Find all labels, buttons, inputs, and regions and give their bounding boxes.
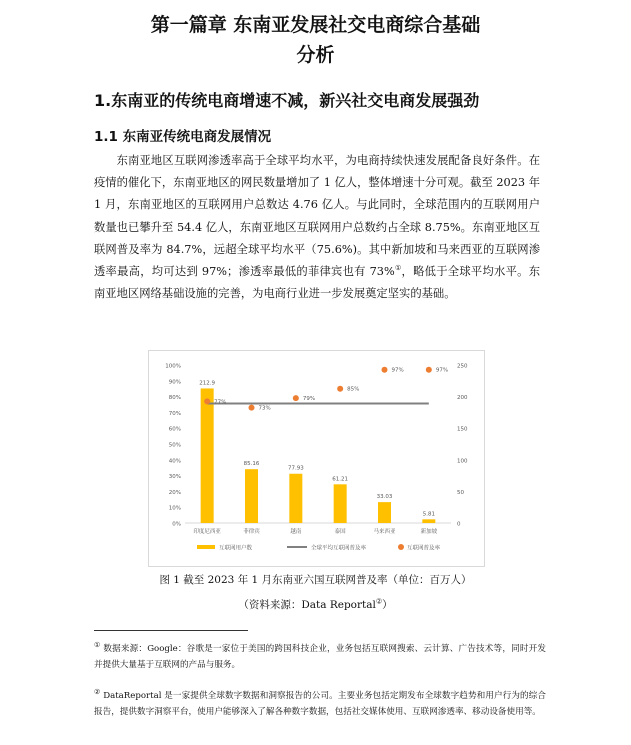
footnote-ref-1[interactable]: ① bbox=[394, 264, 402, 273]
chapter-title bbox=[0, 10, 631, 70]
y-axis-right-tick-label: 250 bbox=[457, 363, 468, 370]
footnote-2-text: DataReportal 是一家提供全球数字数据和洞察报告的公司。主要业务包括定期发布全球数字趋势和用户行为的综合报告，提供数字洞察平台，使用户能够深入了解各种数字数据，包括社交媒体使用、互联网渗透率、移动设备使用等。 bbox=[94, 690, 546, 717]
x-axis-tick-label: 越南 bbox=[290, 529, 302, 535]
bar bbox=[289, 474, 302, 523]
chapter-title-line2: 分析 bbox=[296, 44, 335, 66]
y-axis-left-tick-label: 20% bbox=[168, 489, 181, 496]
penetration-data-label: 97% bbox=[435, 367, 449, 374]
footnote-divider bbox=[94, 630, 248, 631]
figure-caption: 图 1 截至 2023 年 1 月东南亚六国互联网普及率（单位：百万人） bbox=[159, 574, 472, 586]
section-heading: 1.东南亚的传统电商增速不减，新兴社交电商发展强劲 bbox=[94, 91, 480, 110]
footnote-2-mark: ② bbox=[94, 688, 101, 696]
penetration-point bbox=[337, 386, 343, 392]
y-axis-right-tick-label: 50 bbox=[457, 489, 464, 496]
bar-data-label: 5.81 bbox=[422, 511, 435, 518]
y-axis-left-tick-label: 50% bbox=[168, 442, 181, 449]
footnote-1-mark: ① bbox=[94, 641, 101, 649]
bar-data-label: 77.93 bbox=[287, 465, 304, 472]
y-axis-left-tick-label: 30% bbox=[168, 474, 181, 481]
penetration-point bbox=[249, 405, 255, 411]
footnote-1 bbox=[94, 637, 546, 673]
y-axis-left-tick-label: 10% bbox=[168, 505, 181, 512]
bar-data-label: 85.16 bbox=[243, 461, 260, 468]
y-axis-left-tick-label: 80% bbox=[168, 395, 181, 402]
penetration-point bbox=[204, 398, 210, 404]
legend-bar-label: 互联网用户数 bbox=[219, 545, 253, 552]
x-axis-tick-label: 印度尼西亚 bbox=[193, 529, 221, 535]
penetration-point bbox=[426, 367, 432, 373]
internet-penetration-chart bbox=[149, 351, 484, 566]
penetration-data-label: 77% bbox=[214, 399, 227, 406]
figure-source-suffix: ） bbox=[382, 599, 393, 611]
penetration-point bbox=[382, 367, 388, 373]
bar-data-label: 61.21 bbox=[332, 476, 349, 483]
penetration-data-label: 97% bbox=[391, 367, 404, 374]
bar bbox=[422, 519, 435, 523]
chapter-title-line1: 第一篇章 东南亚发展社交电商综合基础 bbox=[150, 14, 481, 36]
bar bbox=[201, 388, 214, 523]
chart-container bbox=[148, 350, 485, 567]
y-axis-right-tick-label: 150 bbox=[457, 426, 468, 433]
bar bbox=[334, 484, 347, 523]
x-axis-tick-label: 泰国 bbox=[334, 529, 346, 535]
y-axis-left-tick-label: 70% bbox=[168, 410, 181, 417]
body-text-part1: 东南亚地区互联网渗透率高于全球平均水平，为电商持续快速发展配备良好条件。在疫情的催化下，东南亚地区的网民数量增加了 1 亿人，整体增速十分可观。截至 2023 年 1 月，东南亚地区的互联网用户总数达 4.76 亿人。与此同时，全球范围内的互联网用户数量也已攀升至 54.4 亿人，东南亚地区互联网用户总数约占全球 8.75%。东南亚地区互联网普及率为 84.7%，远超全球平均水平（75.6%)。其中新加坡和马来西亚的互联网渗透率最高，均可达到 97%；渗透率最低的菲律宾也有 73% bbox=[94, 154, 540, 279]
footnote-2 bbox=[94, 684, 546, 720]
bar-data-label: 212.9 bbox=[199, 380, 216, 387]
bar-data-label: 33.03 bbox=[376, 494, 393, 501]
y-axis-right-tick-label: 0 bbox=[457, 521, 461, 528]
y-axis-left-tick-label: 100% bbox=[165, 363, 181, 370]
y-axis-left-tick-label: 0% bbox=[172, 521, 181, 528]
penetration-point bbox=[293, 395, 299, 401]
footnote-ref-2[interactable]: ② bbox=[375, 597, 383, 606]
bar bbox=[245, 469, 258, 523]
figure-source-prefix: （资料来源：Data Reportal bbox=[238, 599, 376, 611]
y-axis-left-tick-label: 60% bbox=[168, 426, 181, 433]
figure-source bbox=[0, 597, 631, 612]
bar bbox=[378, 502, 391, 523]
y-axis-left-tick-label: 90% bbox=[168, 379, 181, 386]
penetration-data-label: 79% bbox=[302, 396, 316, 403]
y-axis-right-tick-label: 100 bbox=[457, 458, 468, 465]
y-axis-left-tick-label: 40% bbox=[168, 458, 181, 465]
body-text-part2: ，略低于全球平均水平。东南亚地区网络基础设施的完善，为电商行业进一步发展奠定坚实的基础。 bbox=[94, 265, 540, 301]
x-axis-tick-label: 新加坡 bbox=[420, 529, 438, 535]
x-axis-tick-label: 菲律宾 bbox=[243, 529, 260, 535]
x-axis-tick-label: 马来西亚 bbox=[373, 529, 396, 535]
penetration-data-label: 73% bbox=[258, 405, 271, 412]
legend-point-swatch bbox=[398, 544, 404, 550]
body-paragraph bbox=[94, 150, 540, 305]
y-axis-right-tick-label: 200 bbox=[457, 395, 468, 402]
legend-line-label: 全球平均互联网普及率 bbox=[311, 545, 367, 552]
penetration-data-label: 85% bbox=[347, 386, 360, 393]
footnote-1-text: 数据来源：Google：谷歌是一家位于美国的跨国科技企业，业务包括互联网搜索、云计算、广告技术等，同时开发并提供大量基于互联网的产品与服务。 bbox=[94, 643, 546, 670]
legend-bar-swatch bbox=[197, 545, 215, 549]
subsection-heading: 1.1 东南亚传统电商发展情况 bbox=[94, 129, 272, 145]
legend-point-label: 互联网普及率 bbox=[407, 545, 441, 552]
